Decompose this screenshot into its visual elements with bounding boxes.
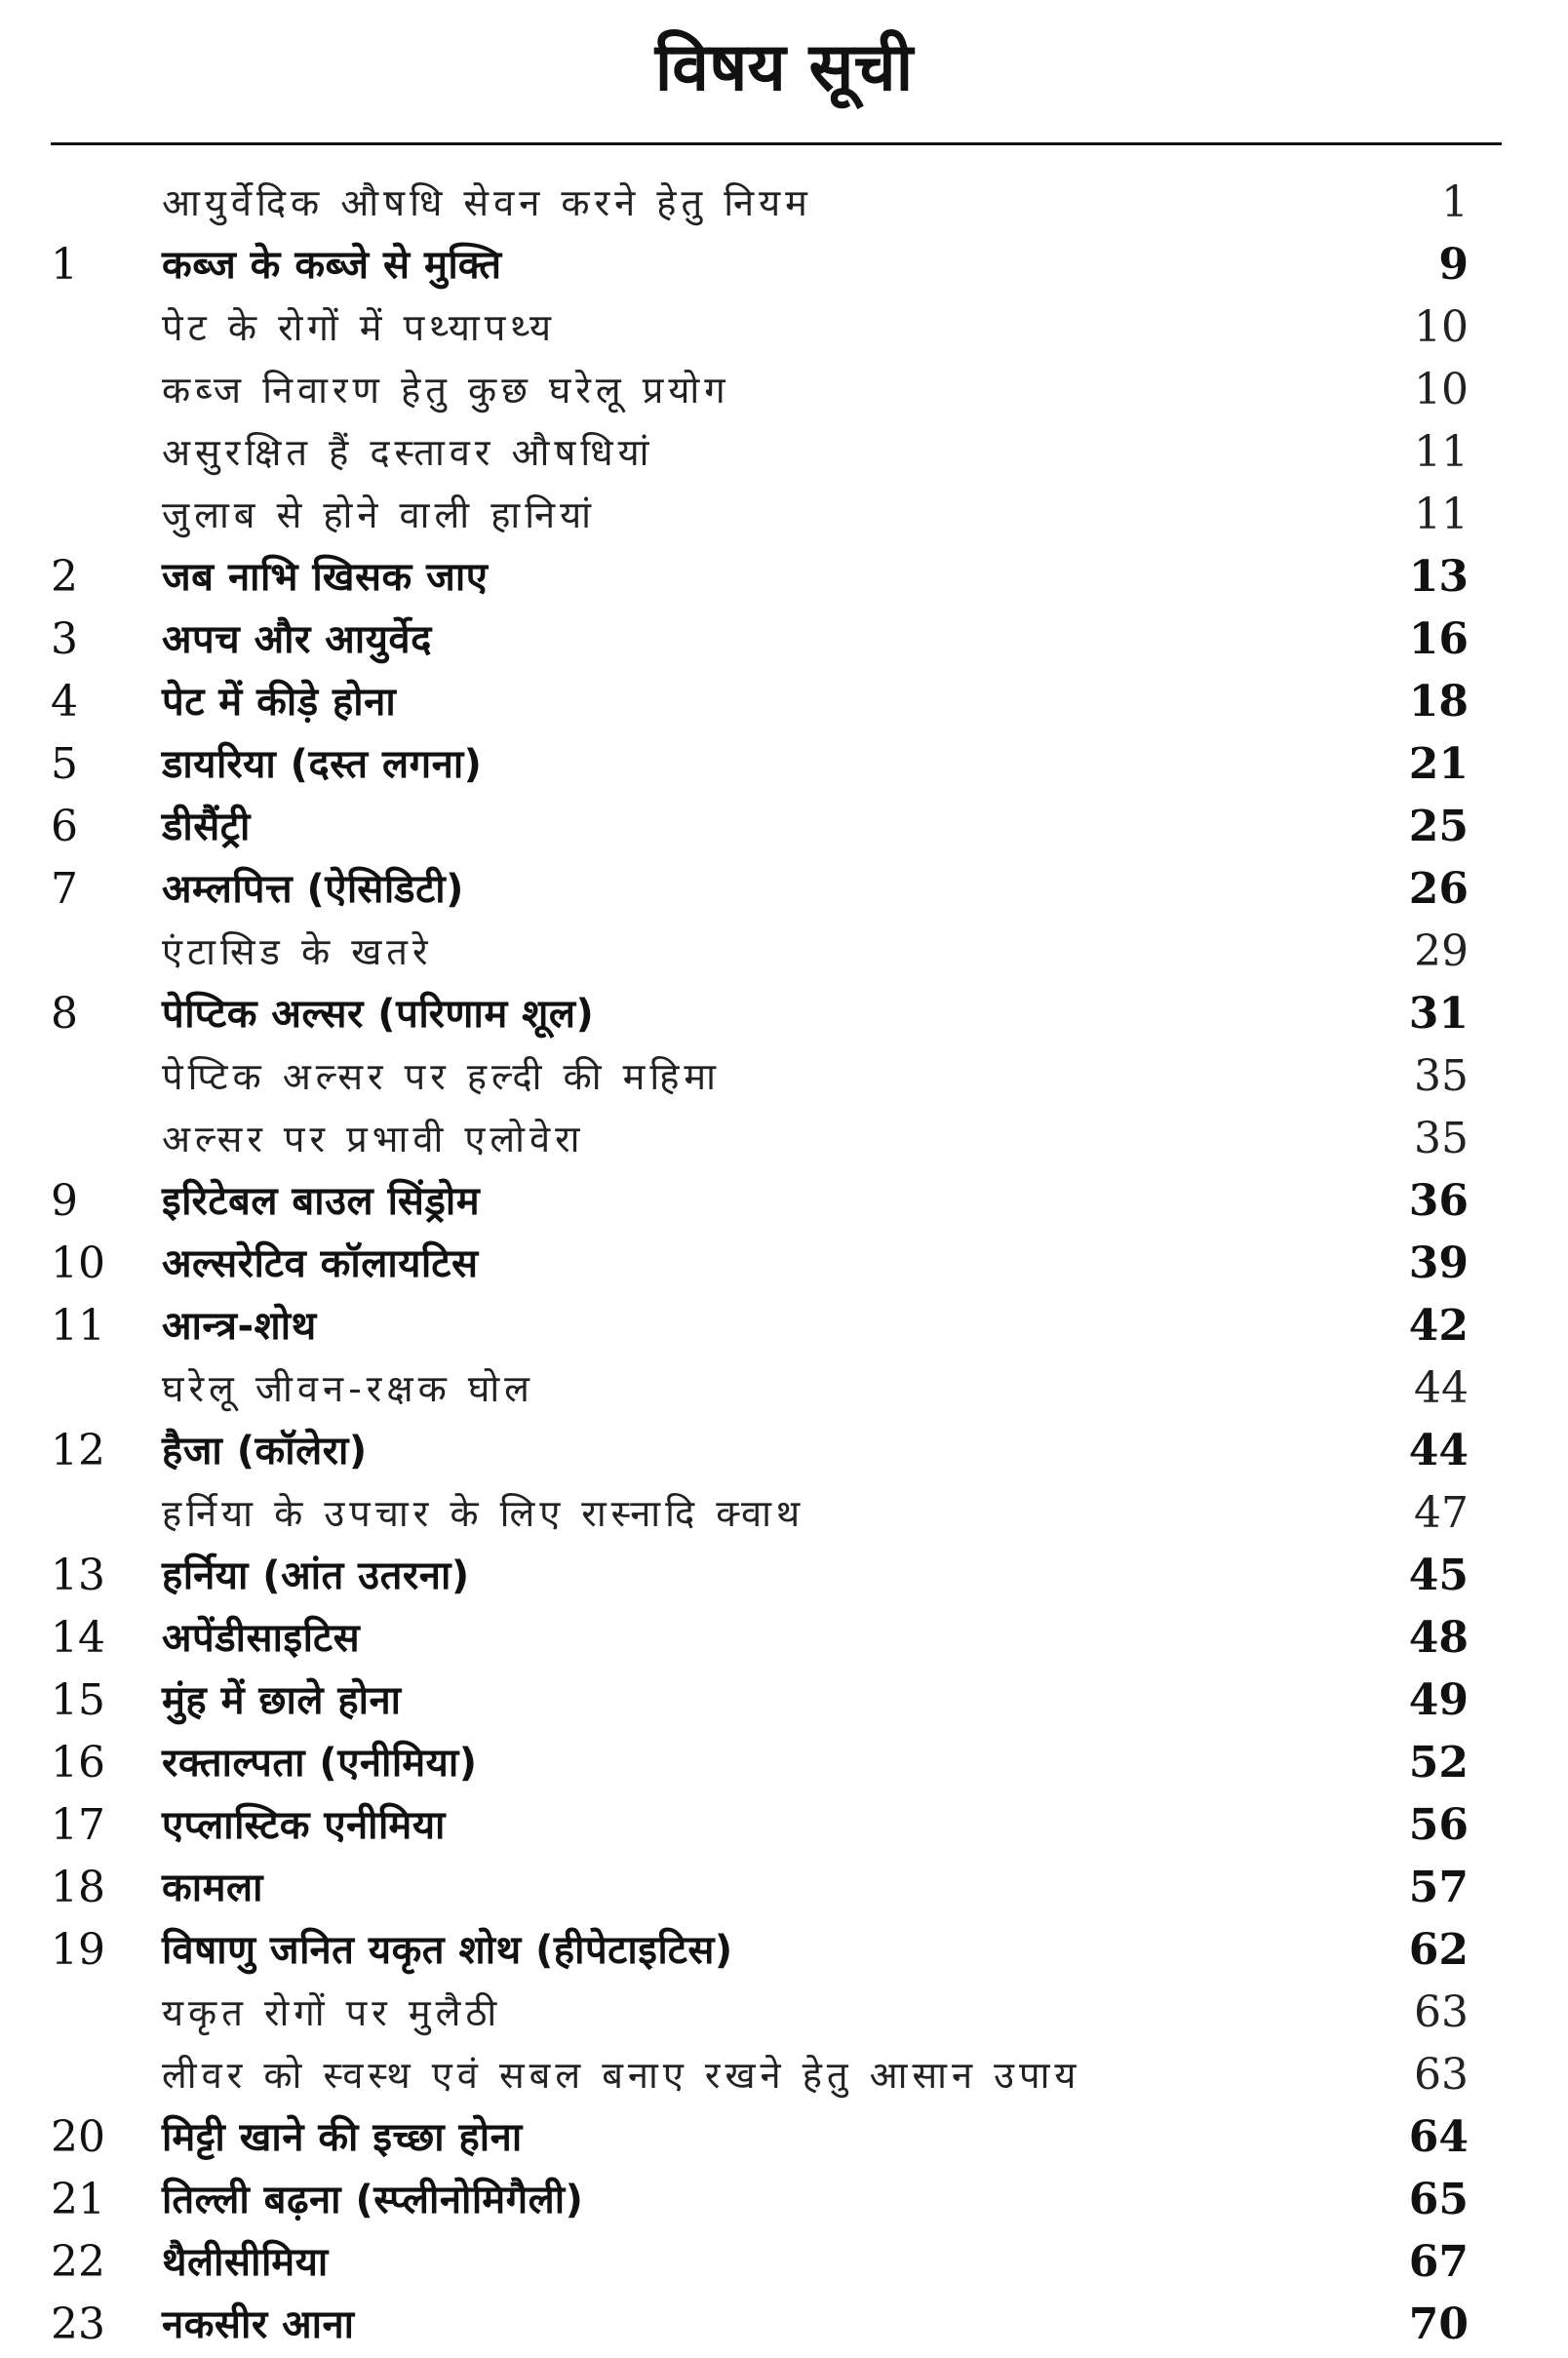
toc-entry-title: हर्निया के उपचार के लिए रास्नादि क्वाथ — [162, 1492, 805, 1535]
toc-page-number: 48 — [1408, 1613, 1469, 1663]
toc-subsection-row — [0, 1482, 1568, 1545]
toc-page-number: 62 — [1408, 1925, 1469, 1975]
toc-chapter-number: 2 — [51, 552, 78, 602]
toc-entry-title: कब्ज निवारण हेतु कुछ घरेलू प्रयोग — [162, 369, 730, 412]
toc-chapter-number: 20 — [51, 2112, 105, 2162]
toc-chapter-number: 18 — [51, 1863, 105, 1912]
toc-chapter-number: 11 — [51, 1301, 105, 1351]
toc-chapter-row — [0, 2106, 1568, 2169]
toc-subsection-row — [0, 172, 1568, 234]
toc-page-number: 70 — [1408, 2299, 1469, 2349]
toc-chapter-row — [0, 234, 1568, 296]
toc-page-number: 18 — [1408, 677, 1469, 727]
toc-chapter-number: 17 — [51, 1800, 105, 1850]
toc-entry-title: जब नाभि खिसक जाए — [162, 555, 489, 600]
toc-subsection-row — [0, 421, 1568, 484]
toc-chapter-row — [0, 1732, 1568, 1794]
toc-chapter-row — [0, 1857, 1568, 1919]
toc-page-number: 67 — [1408, 2237, 1469, 2287]
toc-page-number: 11 — [1414, 427, 1469, 477]
toc-chapter-number: 5 — [51, 739, 78, 789]
toc-page-number: 13 — [1408, 552, 1469, 602]
toc-page-number: 16 — [1408, 614, 1469, 664]
toc-page-number: 44 — [1408, 1426, 1469, 1475]
toc-chapter-number: 21 — [51, 2175, 105, 2224]
toc-chapter-row — [0, 796, 1568, 858]
toc-entry-title: पेप्टिक अल्सर पर हल्दी की महिमा — [162, 1055, 721, 1098]
toc-page-number: 45 — [1408, 1551, 1469, 1600]
toc-entry-title: विषाणु जनित यकृत शोथ (हीपेटाइटिस) — [162, 1928, 733, 1973]
toc-chapter-row — [0, 1919, 1568, 1982]
toc-chapter-row — [0, 2169, 1568, 2231]
toc-page-number: 25 — [1408, 802, 1469, 851]
toc-chapter-number: 4 — [51, 677, 78, 727]
toc-entry-title: यकृत रोगों पर मुलैठी — [162, 1991, 502, 2034]
toc-subsection-row — [0, 921, 1568, 983]
toc-page-number: 21 — [1408, 739, 1469, 789]
toc-entry-title: जुलाब से होने वाली हानियां — [162, 493, 597, 536]
toc-page-number: 9 — [1438, 240, 1469, 290]
toc-chapter-row — [0, 733, 1568, 796]
toc-chapter-row — [0, 1420, 1568, 1482]
toc-page-number: 65 — [1408, 2175, 1469, 2224]
toc-subsection-row — [0, 359, 1568, 421]
toc-entry-title: आयुर्वेदिक औषधि सेवन करने हेतु नियम — [162, 181, 812, 224]
toc-chapter-number: 12 — [51, 1426, 105, 1475]
toc-chapter-row — [0, 1794, 1568, 1857]
toc-page-number: 56 — [1408, 1800, 1469, 1850]
toc-page-number: 64 — [1408, 2112, 1469, 2162]
toc-entry-title: थैलीसीमिया — [162, 2240, 329, 2285]
toc-entry-title: रक्ताल्पता (एनीमिया) — [162, 1741, 478, 1786]
toc-entry-title: हर्निया (आंत उतरना) — [162, 1553, 470, 1598]
toc-page-number: 10 — [1414, 365, 1469, 414]
toc-page-number: 35 — [1414, 1051, 1469, 1101]
title-divider — [51, 142, 1502, 145]
toc-entry-title: पेट में कीड़े होना — [162, 680, 397, 725]
toc-chapter-number: 10 — [51, 1238, 105, 1288]
toc-page-number: 47 — [1414, 1488, 1469, 1538]
toc-entry-title: असुरक्षित हैं दस्तावर औषधियां — [162, 431, 654, 474]
toc-page-number: 35 — [1414, 1114, 1469, 1163]
toc-entry-title: पेट के रोगों में पथ्यापथ्य — [162, 306, 557, 349]
toc-chapter-row — [0, 546, 1568, 609]
toc-entry-title: नकसीर आना — [162, 2302, 355, 2347]
toc-entry-title: मुंह में छाले होना — [162, 1678, 402, 1723]
toc-subsection-row — [0, 1045, 1568, 1108]
toc-page-number: 11 — [1414, 490, 1469, 539]
toc-page-number: 1 — [1441, 177, 1469, 227]
toc-chapter-row — [0, 609, 1568, 671]
toc-chapter-row — [0, 671, 1568, 733]
toc-chapter-number: 9 — [51, 1176, 78, 1226]
toc-entry-title: इरिटेबल बाउल सिंड्रोम — [162, 1179, 481, 1224]
toc-chapter-number: 13 — [51, 1551, 105, 1600]
toc-entry-title: अम्लपित्त (ऐसिडिटी) — [162, 867, 464, 912]
toc-chapter-number: 1 — [51, 240, 78, 290]
toc-chapter-row — [0, 858, 1568, 921]
toc-chapter-row — [0, 1295, 1568, 1357]
toc-chapter-number: 6 — [51, 802, 78, 851]
toc-subsection-row — [0, 1982, 1568, 2044]
toc-chapter-number: 3 — [51, 614, 78, 664]
toc-entry-title: डीसैंट्री — [162, 805, 251, 849]
toc-chapter-row — [0, 1670, 1568, 1732]
toc-page-number: 49 — [1408, 1675, 1469, 1725]
toc-page-number: 36 — [1408, 1176, 1469, 1226]
toc-entry-title: तिल्ली बढ़ना (स्प्लीनोमिगैली) — [162, 2178, 584, 2222]
toc-chapter-row — [0, 1233, 1568, 1295]
toc-chapter-row — [0, 2294, 1568, 2356]
toc-entry-title: आन्त्र-शोथ — [162, 1304, 317, 1349]
toc-entry-title: लीवर को स्वस्थ एवं सबल बनाए रखने हेतु आसान उपाय — [162, 2054, 1081, 2097]
toc-subsection-row — [0, 2044, 1568, 2106]
toc-chapter-number: 7 — [51, 864, 78, 914]
toc-page-number: 63 — [1414, 2050, 1469, 2100]
toc-chapter-row — [0, 1545, 1568, 1607]
toc-page-number: 63 — [1414, 1987, 1469, 2037]
toc-page-number: 44 — [1414, 1363, 1469, 1413]
toc-entry-title: घरेलू जीवन-रक्षक घोल — [162, 1367, 534, 1410]
toc-chapter-row — [0, 1170, 1568, 1233]
toc-chapter-number: 8 — [51, 989, 78, 1039]
toc-entry-title: अल्सरेटिव कॉलायटिस — [162, 1241, 479, 1286]
toc-page-number: 26 — [1408, 864, 1469, 914]
toc-page-number: 10 — [1414, 302, 1469, 352]
toc-page-number: 42 — [1408, 1301, 1469, 1351]
toc-page-number: 29 — [1414, 926, 1469, 976]
toc-entry-title: अल्सर पर प्रभावी एलोवेरा — [162, 1118, 585, 1160]
toc-chapter-number: 23 — [51, 2299, 105, 2349]
toc-entry-title: अपेंडीसाइटिस — [162, 1616, 361, 1661]
toc-chapter-row — [0, 1607, 1568, 1670]
table-of-contents — [0, 172, 1568, 2356]
toc-page-number: 52 — [1408, 1738, 1469, 1788]
toc-entry-title: डायरिया (दस्त लगना) — [162, 742, 483, 787]
toc-chapter-number: 19 — [51, 1925, 105, 1975]
page-title: विषय सूची — [654, 29, 914, 106]
toc-chapter-number: 14 — [51, 1613, 105, 1663]
toc-entry-title: एंटासिड के खतरे — [162, 930, 433, 973]
toc-chapter-row — [0, 983, 1568, 1045]
toc-chapter-number: 16 — [51, 1738, 105, 1788]
toc-page-number: 57 — [1408, 1863, 1469, 1912]
toc-entry-title: कामला — [162, 1866, 263, 1910]
toc-page-number: 31 — [1408, 989, 1469, 1039]
toc-entry-title: मिट्टी खाने की इच्छा होना — [162, 2115, 523, 2160]
toc-chapter-number: 22 — [51, 2237, 105, 2287]
toc-chapter-row — [0, 2231, 1568, 2294]
toc-subsection-row — [0, 1357, 1568, 1420]
toc-subsection-row — [0, 296, 1568, 359]
toc-subsection-row — [0, 484, 1568, 546]
toc-entry-title: कब्ज के कब्जे से मुक्ति — [162, 243, 502, 288]
toc-entry-title: एप्लास्टिक एनीमिया — [162, 1803, 446, 1848]
toc-page-number: 39 — [1408, 1238, 1469, 1288]
toc-subsection-row — [0, 1108, 1568, 1170]
toc-entry-title: हैजा (कॉलेरा) — [162, 1429, 368, 1474]
toc-entry-title: पेप्टिक अल्सर (परिणाम शूल) — [162, 992, 595, 1037]
toc-chapter-number: 15 — [51, 1675, 105, 1725]
toc-entry-title: अपच और आयुर्वेद — [162, 617, 432, 662]
